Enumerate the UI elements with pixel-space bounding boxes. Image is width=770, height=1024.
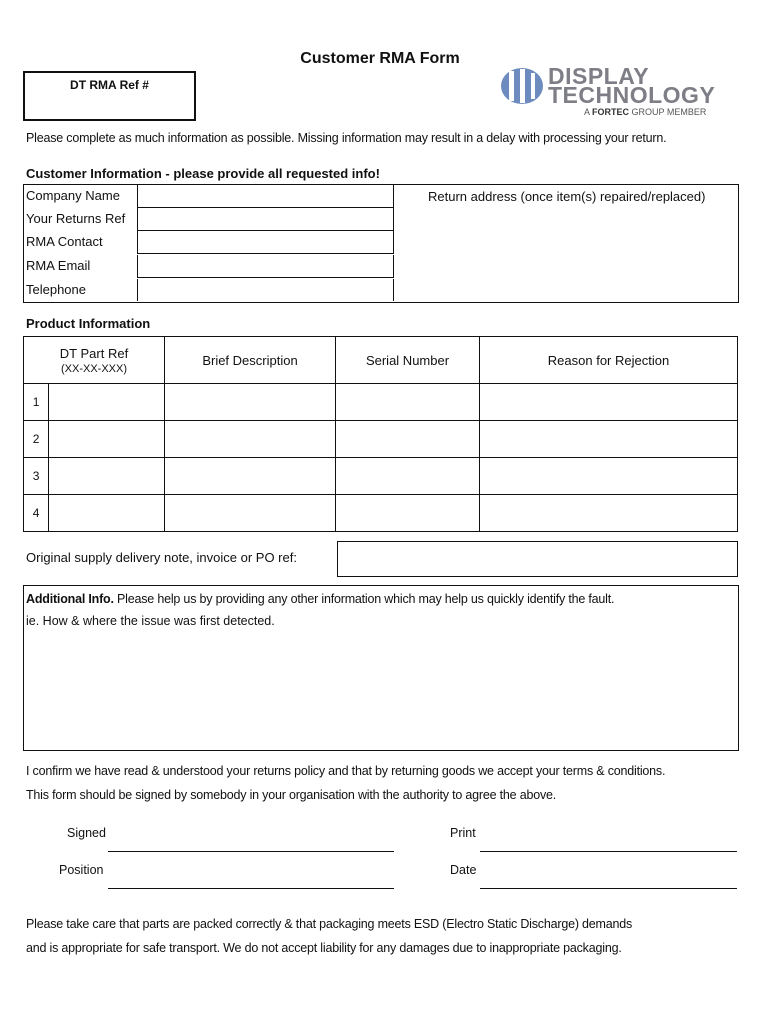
signed-line[interactable] xyxy=(108,851,394,852)
product-table-header xyxy=(24,337,738,384)
serial-cell[interactable] xyxy=(336,458,480,495)
serial-header: Serial Number xyxy=(336,337,480,384)
logo-mark-icon xyxy=(500,66,544,106)
table-row xyxy=(24,421,738,458)
date-line[interactable] xyxy=(480,888,737,889)
rma-ref-label: DT RMA Ref # xyxy=(70,78,149,92)
print-line[interactable] xyxy=(480,851,737,852)
customer-info-box xyxy=(23,184,739,303)
reason-cell[interactable] xyxy=(480,458,738,495)
logo-line-1: DISPLAY xyxy=(548,63,650,89)
reason-cell[interactable] xyxy=(480,495,738,532)
product-info-heading: Product Information xyxy=(26,316,151,331)
rma-email-label: RMA Email xyxy=(24,255,138,277)
reason-cell[interactable] xyxy=(480,384,738,421)
part-ref-cell[interactable] xyxy=(49,384,165,421)
row-number: 4 xyxy=(24,495,49,532)
date-label: Date xyxy=(450,863,477,877)
confirmation-line-2: This form should be signed by somebody in your organisation with the authority to agree the above. xyxy=(26,788,557,802)
description-cell[interactable] xyxy=(165,495,336,532)
table-row xyxy=(24,384,738,421)
table-row xyxy=(24,458,738,495)
rma-contact-label: RMA Contact xyxy=(24,231,138,253)
table-row xyxy=(24,495,738,532)
returns-ref-field[interactable] xyxy=(137,208,394,231)
company-logo xyxy=(500,64,740,119)
additional-info-subtext: ie. How & where the issue was first detected. xyxy=(26,614,275,628)
row-number: 2 xyxy=(24,421,49,458)
rma-email-field[interactable] xyxy=(137,255,394,278)
logo-tagline: A FORTEC GROUP MEMBER xyxy=(584,107,707,117)
product-table xyxy=(23,336,738,532)
description-cell[interactable] xyxy=(165,384,336,421)
footer-line-2: and is appropriate for safe transport. We do not accept liability for any damages due to inappropriate packaging. xyxy=(26,941,622,955)
intro-text: Please complete as much information as possible. Missing information may result in a delay with processing your return. xyxy=(26,131,667,145)
return-address-label: Return address (once item(s) repaired/replaced) xyxy=(428,189,706,204)
original-ref-field[interactable] xyxy=(337,541,738,577)
description-header: Brief Description xyxy=(165,337,336,384)
part-ref-cell[interactable] xyxy=(49,495,165,532)
description-cell[interactable] xyxy=(165,421,336,458)
footer-line-1: Please take care that parts are packed correctly & that packaging meets ESD (Electro Static Discharge) demands xyxy=(26,917,633,931)
row-number: 1 xyxy=(24,384,49,421)
page-title: Customer RMA Form xyxy=(300,50,460,67)
signed-label: Signed xyxy=(67,826,106,840)
additional-info-box[interactable] xyxy=(23,585,739,751)
serial-cell[interactable] xyxy=(336,421,480,458)
telephone-label: Telephone xyxy=(24,279,138,301)
print-label: Print xyxy=(450,826,476,840)
logo-line-2: TECHNOLOGY xyxy=(548,82,716,108)
row-number: 3 xyxy=(24,458,49,495)
rma-contact-field[interactable] xyxy=(137,231,394,254)
company-name-label: Company Name xyxy=(24,185,138,207)
position-label: Position xyxy=(59,863,104,877)
returns-ref-label: Your Returns Ref xyxy=(24,208,138,230)
part-ref-cell[interactable] xyxy=(49,421,165,458)
company-name-field[interactable] xyxy=(137,185,394,208)
confirmation-line-1: I confirm we have read & understood your returns policy and that by returning goods we accept your terms & conditions. xyxy=(26,764,666,778)
serial-cell[interactable] xyxy=(336,384,480,421)
serial-cell[interactable] xyxy=(336,495,480,532)
part-ref-header: DT Part Ref (XX-XX-XXX) xyxy=(24,337,165,384)
rma-ref-box[interactable] xyxy=(23,71,196,121)
customer-info-heading: Customer Information - please provide all requested info! xyxy=(26,166,380,181)
part-ref-cell[interactable] xyxy=(49,458,165,495)
original-ref-label: Original supply delivery note, invoice or PO ref: xyxy=(26,550,297,565)
additional-info-heading: Additional Info. Please help us by providing any other information which may help us quickly identify the fault. xyxy=(26,592,615,606)
telephone-field[interactable] xyxy=(137,279,394,301)
description-cell[interactable] xyxy=(165,458,336,495)
reason-header: Reason for Rejection xyxy=(480,337,738,384)
position-line[interactable] xyxy=(108,888,394,889)
reason-cell[interactable] xyxy=(480,421,738,458)
